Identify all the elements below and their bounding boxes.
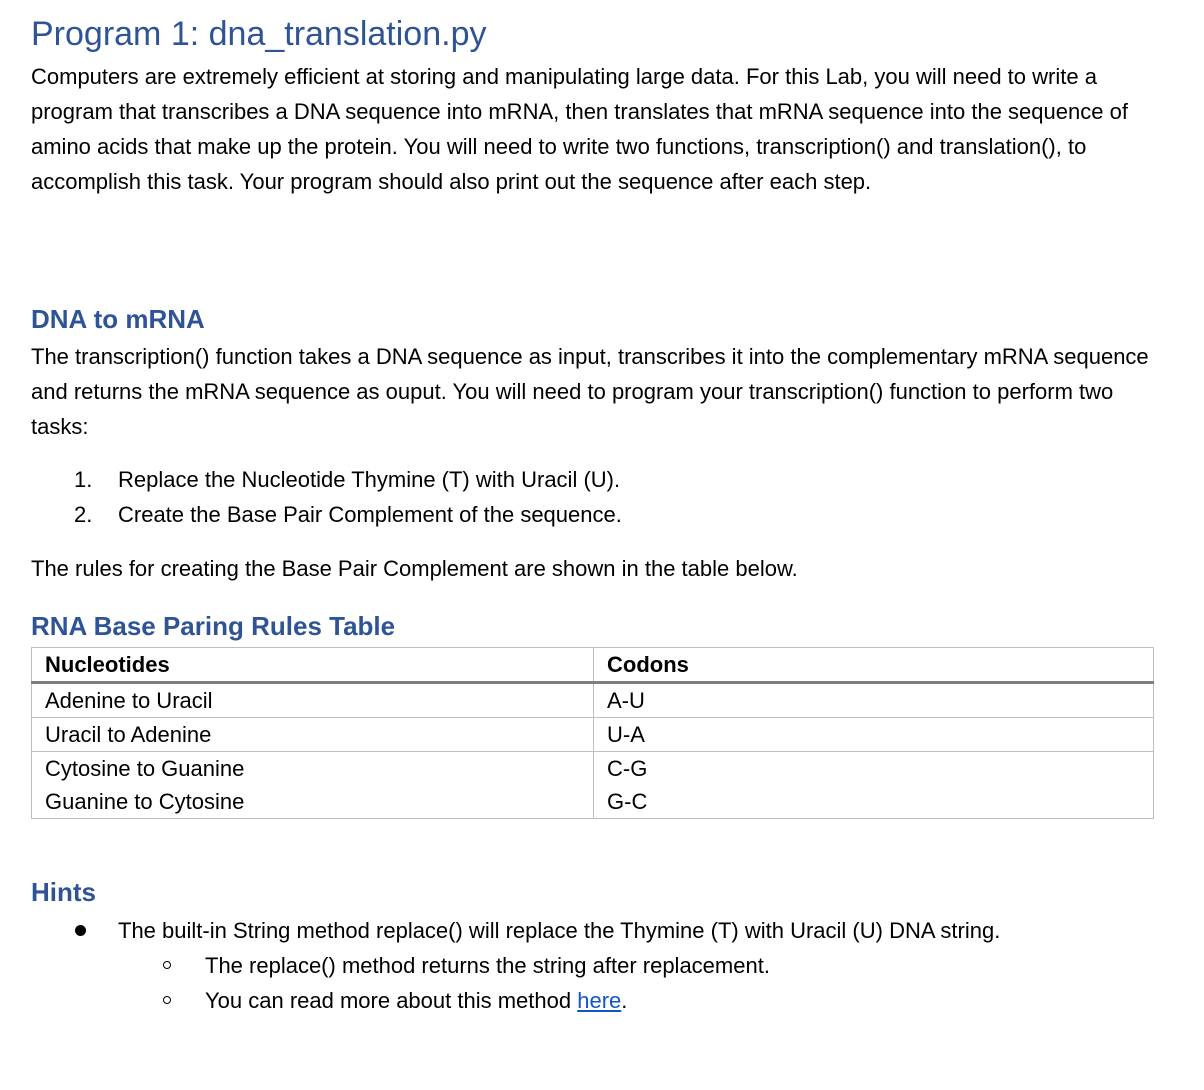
- table-cell: A-U: [594, 683, 1154, 718]
- list-item-text: Replace the Nucleotide Thymine (T) with Uracil (U).: [118, 467, 621, 492]
- rules-intro: The rules for creating the Base Pair Complement are shown in the table below.: [31, 556, 798, 581]
- hint-subtext: The replace() method returns the string after replacement.: [205, 953, 770, 978]
- base-pairing-table: [31, 647, 1154, 819]
- table-cell: Uracil to Adenine: [32, 718, 594, 752]
- here-link[interactable]: here: [577, 988, 622, 1013]
- hollow-bullet-icon: [163, 961, 171, 969]
- table-cell: Cytosine to Guanine: [32, 752, 594, 786]
- table-header-row: [32, 648, 1154, 683]
- transcription-description: The transcription() function takes a DNA sequence as input, transcribes it into the complementary mRNA sequence and returns the mRNA sequence as ouput. You will need to program your transcription() function to perform two tasks:: [31, 344, 1149, 439]
- hint-subtext-prefix: You can read more about this method: [205, 988, 578, 1013]
- list-item-text: Create the Base Pair Complement of the sequence.: [118, 502, 622, 527]
- section-heading-dna-to-mrna: DNA to mRNA: [31, 304, 205, 334]
- list-item: [72, 913, 1000, 948]
- column-header-codons: Codons: [594, 648, 1154, 683]
- table-cell: Adenine to Uracil: [32, 683, 594, 718]
- table-cell: Guanine to Cytosine: [32, 785, 594, 819]
- list-item: [72, 497, 622, 532]
- table-cell: C-G: [607, 756, 648, 781]
- list-number: 2.: [74, 502, 93, 527]
- table-cell: U-A: [594, 718, 1154, 752]
- table-row: [32, 785, 1154, 819]
- table-heading: RNA Base Paring Rules Table: [31, 611, 396, 641]
- hints-heading: Hints: [31, 877, 96, 907]
- column-header-nucleotides: Nucleotides: [32, 648, 594, 683]
- hints-list: [72, 913, 1000, 1018]
- list-item: [72, 983, 1000, 1018]
- hint-text: The built-in String method replace() will replace the Thymine (T) with Uracil (U) DNA string.: [118, 918, 1001, 943]
- hint-subtext-suffix: .: [621, 988, 628, 1013]
- table-row: [32, 752, 1154, 786]
- bullet-icon: [75, 925, 86, 936]
- intro-paragraph: Computers are extremely efficient at storing and manipulating large data. For this Lab, you will need to write a program that transcribes a DNA sequence into mRNA, then translates that mRNA sequence into the sequence of amino acids that make up the protein. You will need to write two functions, transcription() and translation(), to accomplish this task. Your program should also print out the sequence after each step.: [31, 64, 1128, 194]
- page-title: Program 1: dna_translation.py: [31, 15, 487, 53]
- list-number: 1.: [74, 467, 93, 492]
- list-item: [72, 462, 622, 497]
- list-item: [72, 948, 1000, 983]
- table-cell: G-C: [607, 789, 648, 814]
- table-row: [32, 683, 1154, 718]
- task-list: [72, 462, 622, 532]
- table-row: [32, 718, 1154, 752]
- hollow-bullet-icon: [163, 996, 171, 1004]
